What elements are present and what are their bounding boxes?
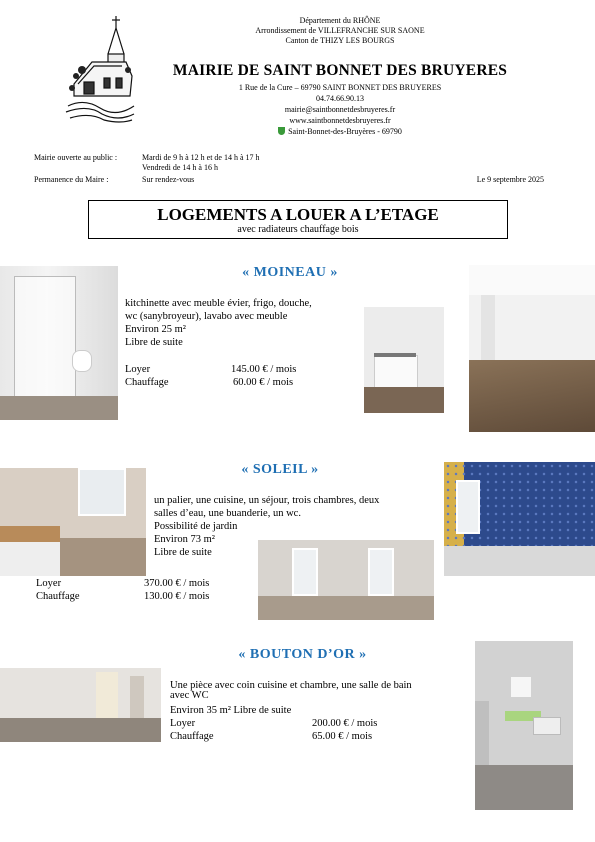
shield-icon	[278, 127, 285, 135]
bouton-dor-heat-label: Chauffage	[170, 731, 214, 742]
open-hours-label: Mairie ouverte au public :	[34, 153, 118, 162]
canton-text: Canton de THIZY LES BOURGS	[285, 36, 395, 45]
soleil-desc-5: Libre de suite	[154, 547, 212, 558]
arrondissement-text: Arrondissement de VILLEFRANCHE SUR SAONE	[255, 26, 425, 35]
soleil-rent-label: Loyer	[36, 578, 62, 589]
bouton-dor-desc-3: Environ 35 m² Libre de suite	[170, 705, 292, 716]
church-logo-icon	[64, 14, 136, 124]
moineau-room-photo	[469, 265, 595, 432]
moineau-rent-label: Loyer	[125, 364, 151, 375]
moineau-desc-2: wc (sanybroyeur), lavabo avec meuble	[125, 311, 288, 322]
moineau-title: « MOINEAU »	[242, 265, 338, 280]
bouton-dor-rent-value: 200.00 € / mois	[312, 718, 378, 729]
moineau-desc-1: kitchinette avec meuble évier, frigo, douche,	[125, 298, 312, 309]
open-hours-line2: Vendredi de 14 h à 16 h	[142, 163, 218, 172]
soleil-desc-1: un palier, une cuisine, un séjour, trois chambres, deux	[154, 495, 380, 506]
moineau-desc-4: Libre de suite	[125, 337, 183, 348]
document-date: Le 9 septembre 2025	[476, 175, 544, 184]
moineau-kitchen-photo	[364, 307, 444, 413]
soleil-desc-3: Possibilité de jardin	[154, 521, 238, 532]
soleil-heat-value: 130.00 € / mois	[144, 591, 210, 602]
moineau-rent-value: 145.00 € / mois	[231, 364, 297, 375]
bouton-dor-desc-1: Une pièce avec coin cuisine et chambre, une salle de bain	[170, 680, 412, 691]
soleil-desc-4: Environ 73 m²	[154, 534, 215, 545]
moineau-bathroom-photo	[0, 266, 118, 420]
address-text: 1 Rue de la Cure – 69790 SAINT BONNET DES BRUYERES	[238, 83, 442, 92]
soleil-bedroom-photo	[444, 462, 595, 576]
soleil-desc-2: salles d’eau, une buanderie, un wc.	[154, 508, 301, 519]
banner-box	[88, 200, 508, 239]
mairie-title: MAIRIE DE SAINT BONNET DES BRUYERES	[172, 62, 508, 79]
bouton-dor-bathroom-photo	[475, 641, 573, 810]
town-logo	[64, 14, 136, 124]
open-hours-line1: Mardi de 9 h à 12 h et de 14 h à 17 h	[142, 153, 260, 162]
bouton-dor-desc-2: avec WC	[170, 690, 209, 701]
department-text: Département du RHÔNE	[299, 16, 381, 25]
soleil-title: « SOLEIL »	[241, 462, 319, 477]
soleil-heat-label: Chauffage	[36, 591, 80, 602]
mayor-label: Permanence du Maire :	[34, 175, 109, 184]
moineau-desc-3: Environ 25 m²	[125, 324, 186, 335]
mayor-value: Sur rendez-vous	[142, 175, 195, 184]
bouton-dor-room-photo	[0, 668, 161, 742]
moineau-heat-label: Chauffage	[125, 377, 169, 388]
soleil-living-photo	[258, 540, 434, 620]
banner-subtitle: avec radiateurs chauffage bois	[237, 224, 359, 235]
soleil-kitchen-photo	[0, 468, 146, 576]
email-link[interactable]: mairie@saintbonnetdesbruyeres.fr	[284, 105, 396, 114]
website-link[interactable]: www.saintbonnetdesbruyeres.fr	[289, 116, 391, 125]
soleil-rent-value: 370.00 € / mois	[144, 578, 210, 589]
bouton-dor-rent-label: Loyer	[170, 718, 196, 729]
banner-title: LOGEMENTS A LOUER A L’ETAGE	[157, 205, 439, 224]
facebook-line[interactable]	[150, 126, 530, 137]
bouton-dor-heat-value: 65.00 € / mois	[312, 731, 373, 742]
phone-text: 04.74.66.90.13	[316, 94, 364, 103]
bouton-dor-title: « BOUTON D’OR »	[238, 647, 367, 662]
facebook-text: Saint-Bonnet-des-Bruyères - 69790	[288, 127, 402, 136]
moineau-heat-value: 60.00 € / mois	[233, 377, 294, 388]
